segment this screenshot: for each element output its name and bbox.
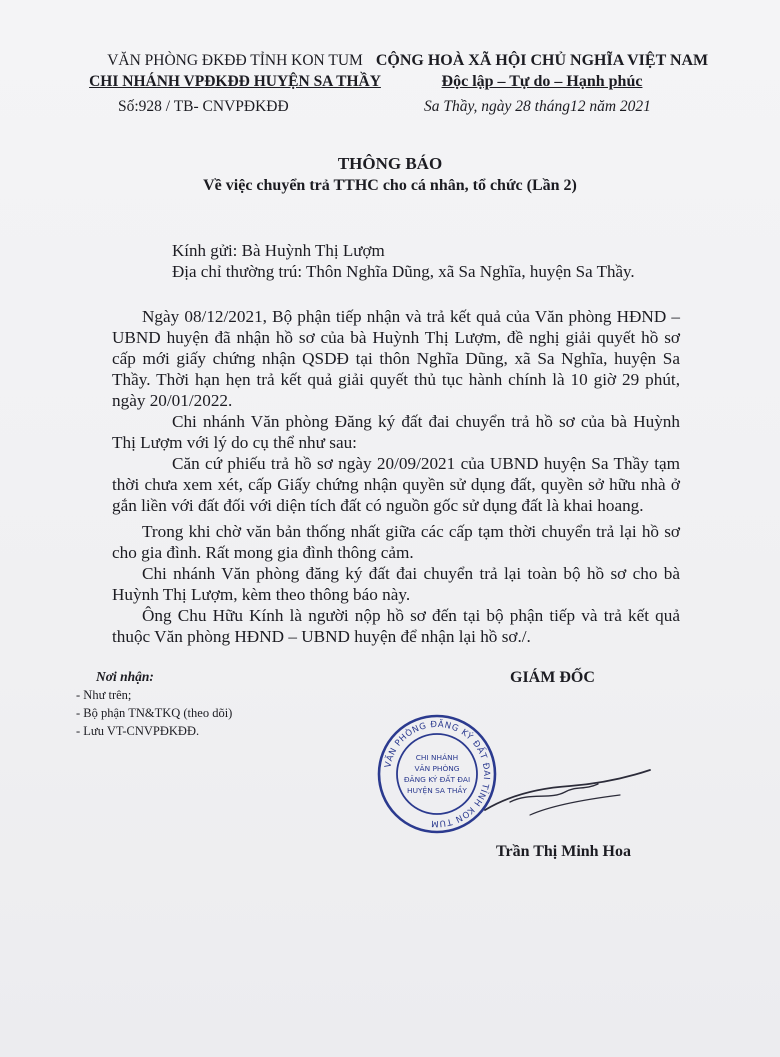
svg-text:ĐĂNG KÝ ĐẤT ĐAI: ĐĂNG KÝ ĐẤT ĐAI — [403, 775, 471, 784]
national-motto: Độc lập – Tự do – Hạnh phúc — [441, 73, 643, 90]
recipient-item: - Lưu VT-CNVPĐKĐĐ. — [76, 724, 200, 738]
body-paragraph-1: Ngày 08/12/2021, Bộ phận tiếp nhận và trả kết quả của Văn phòng HĐND –UBND huyện đã nhận hồ sơ của bà Huỳnh Thị Lượm, đề nghị giải quyết hồ sơ cấp mới giấy chứng nhận QSDĐ tại thôn Nghĩa Dũng, xã Sa Nghĩa, huyện Sa Thầy. Thời hạn hẹn trả kết quả giải quyết thủ tục hành chính là 10 giờ 29 phút, ngày 20/01/2022. — [112, 307, 680, 410]
branch-name: CHI NHÁNH VPĐKĐĐ HUYỆN SA THẦY — [89, 73, 381, 90]
recipient-item: - Như trên; — [76, 688, 132, 702]
national-title: CỘNG HOÀ XÃ HỘI CHỦ NGHĨA VIỆT NAM — [375, 52, 709, 69]
place-date: Sa Thầy, ngày 28 tháng12 năm 2021 — [424, 98, 651, 115]
agency-header — [70, 50, 400, 92]
document-title: THÔNG BÁO — [337, 154, 443, 173]
signer-name: Trần Thị Minh Hoa — [496, 843, 631, 860]
addressee: Kính gửi: Bà Huỳnh Thị Lượm — [172, 241, 385, 260]
handwritten-signature — [470, 740, 670, 840]
recipients-title: Nơi nhận: — [96, 669, 154, 684]
agency-name: VĂN PHÒNG ĐKĐĐ TỈNH KON TUM — [107, 52, 363, 69]
document-subject: Về việc chuyển trả TTHC cho cá nhân, tổ chức (Lần 2) — [203, 177, 577, 194]
signer-title: GIÁM ĐỐC — [510, 669, 595, 686]
body-paragraph-2: Chi nhánh Văn phòng Đăng ký đất đai chuyển trả hồ sơ của bà Huỳnh Thị Lượm với lý do cụ thể như sau: — [112, 412, 680, 452]
addressee-address: Địa chỉ thường trú: Thôn Nghĩa Dũng, xã Sa Nghĩa, huyện Sa Thầy. — [172, 262, 635, 281]
official-stamp — [376, 713, 498, 835]
document-number: Số:928 / TB- CNVPĐKĐĐ — [118, 98, 289, 115]
body-paragraph-3: Căn cứ phiếu trả hồ sơ ngày 20/09/2021 của UBND huyện Sa Thầy tạm thời chưa xem xét, cấp Giấy chứng nhận quyền sử dụng đất, quyền sở hữu nhà ở gắn liền với đất đối với diện tích đất có nguồn gốc sử dụng đất là khai hoang. — [112, 454, 680, 515]
svg-text:HUYỆN SA THẦY: HUYỆN SA THẦY — [407, 786, 467, 795]
svg-text:VĂN PHÒNG: VĂN PHÒNG — [414, 764, 460, 773]
body-paragraph-4: Trong khi chờ văn bản thống nhất giữa các cấp tạm thời chuyển trả lại hồ sơ cho gia đình. Rất mong gia đình thông cảm. — [112, 522, 680, 562]
recipient-item: - Bộ phận TN&TKQ (theo dõi) — [76, 706, 233, 720]
national-header — [372, 50, 712, 92]
svg-text:VĂN PHÒNG ĐĂNG KÝ ĐẤT ĐAI TỈNH: VĂN PHÒNG ĐĂNG KÝ ĐẤT ĐAI TỈNH KON TUM — [383, 719, 492, 829]
body-paragraph-6: Ông Chu Hữu Kính là người nộp hồ sơ đến tại bộ phận tiếp và trả kết quả thuộc Văn phòng HĐND – UBND huyện để nhận lại hồ sơ./. — [112, 606, 680, 646]
svg-text:CHI NHÁNH: CHI NHÁNH — [415, 753, 459, 762]
body-paragraph-5: Chi nhánh Văn phòng đăng ký đất đai chuyển trả lại toàn bộ hồ sơ cho bà Huỳnh Thị Lượm, kèm theo thông báo này. — [112, 564, 680, 604]
